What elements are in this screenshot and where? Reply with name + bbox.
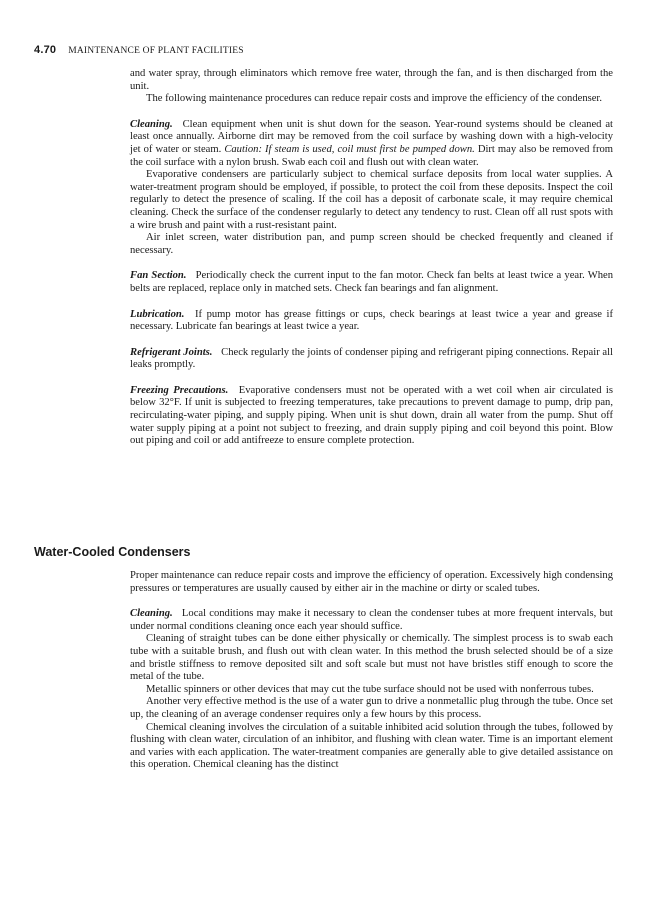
paragraph bbox=[130, 270, 613, 295]
paragraph: Evaporative condensers are particularly subject to chemical surface deposits from local water supplies. A water-treatment program should be employed, if possible, to protect the coil from these deposits. Inspect the coil regularly to detect the presence of scaling. If the coil has a deposit of carbonate scale, it may require chemical cleaning. Check the surface of the condenser regularly to detect any tendency to rust. Clean off all rust spots with a wire brush and paint with a rust-resistant paint. bbox=[130, 169, 613, 231]
section-lubrication bbox=[130, 309, 613, 334]
paragraph: Metallic spinners or other devices that may cut the tube surface should not be used with nonferrous tubes. bbox=[146, 683, 594, 695]
paragraph bbox=[130, 608, 613, 633]
paragraph-text: Dirt may also be removed from the coil surface with a nylon brush. Swab each coil and flush out with clean water. bbox=[130, 143, 614, 168]
paragraph bbox=[130, 347, 613, 372]
paragraph: and water spray, through eliminators which remove free water, through the fan, and is then discharged from the unit. bbox=[130, 68, 613, 92]
section-water-cooled-cleaning bbox=[130, 608, 613, 772]
section-heading: Water-Cooled Condensers bbox=[34, 545, 191, 559]
section-fan bbox=[130, 270, 613, 295]
run-in-heading: Refrigerant Joints. bbox=[130, 346, 213, 358]
paragraph bbox=[130, 119, 613, 169]
section-cleaning bbox=[130, 119, 613, 258]
running-title: MAINTENANCE OF PLANT FACILITIES bbox=[68, 46, 244, 56]
paragraph: Another very effective method is the use of a water gun to drive a nonmetallic plug through the tube. Once set up, the cleaning of an average condenser requires only a few hours by this process. bbox=[130, 696, 613, 720]
section-freezing bbox=[130, 385, 613, 448]
paragraph bbox=[130, 309, 613, 334]
run-in-heading: Freezing Precautions. bbox=[130, 384, 229, 396]
paragraph bbox=[130, 385, 613, 448]
paragraph-text: Check regularly the joints of condenser piping and refrigerant piping connections. Repair all leaks promptly. bbox=[130, 346, 613, 371]
body-text-lower bbox=[130, 570, 613, 772]
caution-text: Caution: If steam is used, coil must first be pumped down. bbox=[224, 143, 475, 155]
section-refrigerant-joints bbox=[130, 347, 613, 372]
paragraph-text: Periodically check the current input to the fan motor. Check fan belts at least twice a year. When belts are replaced, replace only in matched sets. Check fan bearings and fan alignment. bbox=[130, 270, 613, 294]
run-in-heading: Fan Section. bbox=[130, 270, 187, 282]
running-header bbox=[34, 44, 244, 56]
run-in-heading: Cleaning. bbox=[130, 118, 173, 130]
run-in-heading: Lubrication. bbox=[130, 308, 185, 320]
paragraph: Air inlet screen, water distribution pan, and pump screen should be checked frequently and cleaned if necessary. bbox=[130, 232, 613, 256]
body-text-upper bbox=[130, 68, 613, 448]
paragraph: The following maintenance procedures can reduce repair costs and improve the efficiency of the condenser. bbox=[146, 93, 603, 105]
paragraph: Cleaning of straight tubes can be done either physically or chemically. The simplest process is to swab each tube with a suitable brush, and flush out with clean water. In this method the brush selected should be of a size and bristle stiffness to remove deposited silt and soft scale but must not have bristles stiff enough to score the metal of the tube. bbox=[130, 633, 613, 683]
paragraph-text: Clean equipment when unit is shut down for the season. Year-round systems should be cleaned at least once annually. Airborne dirt may be removed from the coil surface by washing down with a high-velocity jet of water or steam. bbox=[130, 118, 613, 155]
paragraph-text: Evaporative condensers must not be operated with a wet coil when air circulated is below 32°F. If unit is subjected to freezing temperatures, take precautions to prevent damage to pump, drip pan, recirculating-water piping, and supply piping. When unit is shut down, drain all water from the pump. Shut off water supply piping at a point not subject to freezing, and drain supply piping and coil beyond this point. Blow out piping and coil or add antifreeze to ensure complete protection. bbox=[130, 384, 614, 447]
page-number: 4.70 bbox=[34, 44, 57, 56]
paragraph: Chemical cleaning involves the circulation of a suitable inhibited acid solution through the tubes, followed by flushing with clean water, circulation of an inhibitor, and flushing with clean water. Time is an important element and varies with each application. The water-treatment companies are generally able to give detailed assistance on this operation. Chemical cleaning has the distinct bbox=[130, 721, 613, 771]
paragraph-text: Local conditions may make it necessary to clean the condenser tubes at more frequent intervals, but under normal conditions cleaning once each year should suffice. bbox=[130, 608, 613, 632]
paragraph-text: If pump motor has grease fittings or cups, check bearings at least twice a year and grease if necessary. Lubricate fan bearings at least twice a year. bbox=[130, 308, 614, 333]
paragraph: Proper maintenance can reduce repair costs and improve the efficiency of operation. Excessively high condensing pressures or temperatures are usually caused by either air in the machine or dirty or scaled tubes. bbox=[130, 570, 613, 594]
run-in-heading: Cleaning. bbox=[130, 608, 173, 620]
